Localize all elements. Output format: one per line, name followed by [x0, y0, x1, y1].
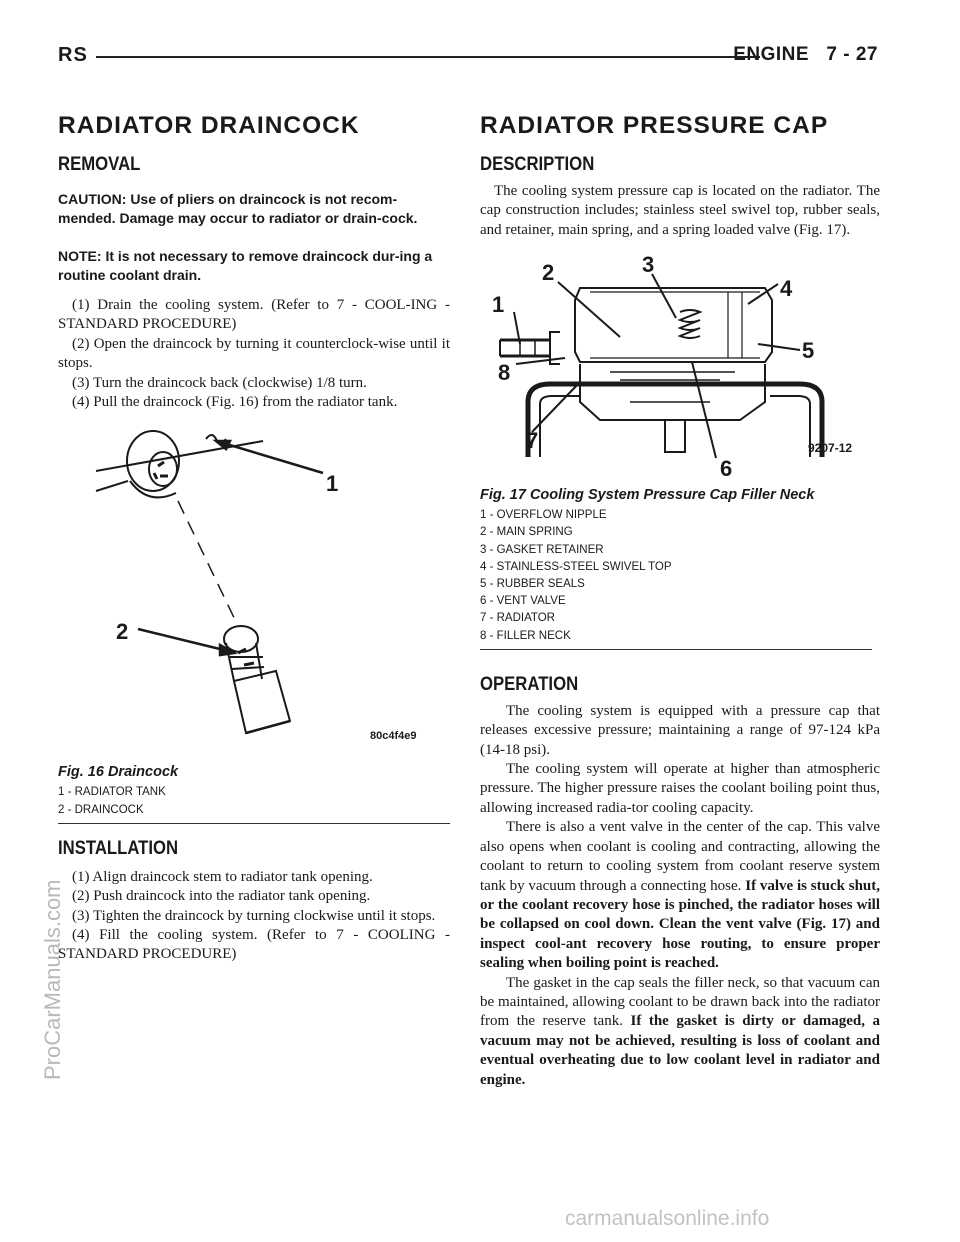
fig16-rule: [58, 823, 450, 824]
fig16-callout-1: 1: [326, 471, 339, 497]
fig17-legend-item: 7 - RADIATOR: [480, 612, 555, 625]
header-model: RS: [58, 44, 88, 66]
fig17-callout-4: 4: [780, 276, 793, 302]
fig16-legend: [58, 784, 450, 818]
fig17-callout-3: 3: [642, 252, 655, 278]
removal-step: (4) Pull the draincock (Fig. 16) from the radiator tank.: [72, 394, 398, 411]
page-header: [58, 42, 878, 68]
fig17-callout-7: 7: [526, 428, 539, 454]
note-text: NOTE: It is not necessary to remove draincock dur-ing a routine coolant drain.: [58, 248, 433, 283]
installation-step: (3) Tighten the draincock by turning clockwise until it stops.: [72, 907, 436, 924]
fig17-legend-item: 6 - VENT VALVE: [480, 595, 566, 608]
operation-paragraph: The cooling system will operate at higher than atmospheric pressure. The higher pressure raises the coolant boiling point thus, allowing increased radia-tor cooling capacity.: [480, 761, 880, 816]
fig17-legend-item: 1 - OVERFLOW NIPPLE: [480, 509, 607, 522]
figure-17: [480, 252, 880, 650]
installation-step: (2) Push draincock into the radiator tank opening.: [72, 888, 371, 905]
fig17-caption: Fig. 17 Cooling System Pressure Cap Filler Neck: [480, 487, 815, 504]
right-column: [480, 112, 880, 1090]
fig16-callout-2: 2: [116, 619, 129, 645]
figure-16: [58, 421, 450, 823]
fig17-callout-6: 6: [720, 456, 733, 482]
caution-text: CAUTION: Use of pliers on draincock is not recom-mended. Damage may occur to radiator or drain-cock.: [58, 191, 418, 226]
removal-step: (3) Turn the draincock back (clockwise) 1/8 turn.: [72, 374, 367, 391]
fig17-legend-item: 5 - RUBBER SEALS: [480, 578, 585, 591]
operation-text: [480, 702, 880, 1090]
header-page-number: 7 - 27: [826, 44, 878, 65]
operation-paragraph: The gasket in the cap seals the filler neck, so that vacuum can be maintained, allowing coolant to be drawn back into the radiator from the reserve tank. If the gasket is dirty or damaged, a vacuum may not be achieved, resulting is loss of coolant and eventual overheating due to low coolant level in radiator and engine.: [480, 974, 880, 1088]
fig17-callout-8: 8: [498, 360, 511, 386]
header-page: [733, 44, 878, 66]
fig17-legend-item: 3 - GASKET RETAINER: [480, 543, 604, 556]
fig17-legend-item: 2 - MAIN SPRING: [480, 526, 573, 539]
operation-paragraph: There is also a vent valve in the center of the cap. This valve also opens when coolant is cooling and contracting, allowing the coolant to return to cooling system from coolant reserve system tank by vacuum through a connecting hose. If valve is stuck shut, or the coolant recovery hose is pinched, the radiator hoses will be collapsed on cool down. Clean the vent valve (Fig. 17) and inspect cool-ant recovery hose routing, to ensure proper sealing when boiling point is reached.: [480, 819, 881, 972]
fig17-code: 9207-12: [808, 441, 853, 456]
fig16-legend-item: 1 - RADIATOR TANK: [58, 786, 166, 799]
fig17-callout-2: 2: [542, 260, 555, 286]
fig16-legend-item: 2 - DRAINCOCK: [58, 803, 144, 816]
heading-operation: OPERATION: [480, 673, 579, 695]
fig16-caption: Fig. 16 Draincock: [58, 764, 179, 781]
heading-installation: INSTALLATION: [58, 837, 179, 859]
removal-steps: [58, 296, 450, 412]
fig17-legend: [480, 507, 880, 645]
heading-description: DESCRIPTION: [480, 154, 595, 175]
section-title-draincock: RADIATOR DRAINCOCK: [58, 112, 360, 139]
description-text: The cooling system pressure cap is located on the radiator. The cap construction includes; stainless steel swivel top, rubber seals, and retainer, main spring, and a spring loaded valve (Fig. 17).: [480, 183, 880, 238]
fig17-callout-5: 5: [802, 338, 815, 364]
removal-step: (1) Drain the cooling system. (Refer to 7 - COOL-ING - STANDARD PROCEDURE): [58, 297, 450, 333]
installation-step: (4) Fill the cooling system. (Refer to 7 - COOLING - STANDARD PROCEDURE): [58, 927, 450, 963]
fig17-legend-item: 8 - FILLER NECK: [480, 629, 571, 642]
draincock-illustration: [58, 421, 450, 761]
fig16-code: 80c4f4e9: [370, 730, 417, 743]
fig17-legend-item: 4 - STAINLESS-STEEL SWIVEL TOP: [480, 560, 672, 573]
fig17-rule: [480, 649, 872, 650]
section-title-pressure-cap: RADIATOR PRESSURE CAP: [480, 112, 829, 139]
pressure-cap-illustration: [480, 252, 880, 484]
removal-step: (2) Open the draincock by turning it counterclock-wise until it stops.: [58, 335, 450, 372]
heading-removal: REMOVAL: [58, 154, 141, 175]
header-rule: [96, 56, 760, 58]
side-watermark: ProCarManuals.com: [40, 879, 65, 1080]
header-section: ENGINE: [733, 44, 810, 65]
installation-steps: [58, 868, 450, 965]
installation-step: (1) Align draincock stem to radiator tank opening.: [72, 868, 373, 885]
fig17-callout-1: 1: [492, 292, 505, 318]
bottom-watermark: carmanualsonline.info: [565, 1207, 770, 1230]
operation-paragraph: The cooling system is equipped with a pressure cap that releases excessive pressure; maintaining a range of 97-124 kPa (14-18 psi).: [480, 702, 880, 758]
left-column: [58, 112, 450, 965]
